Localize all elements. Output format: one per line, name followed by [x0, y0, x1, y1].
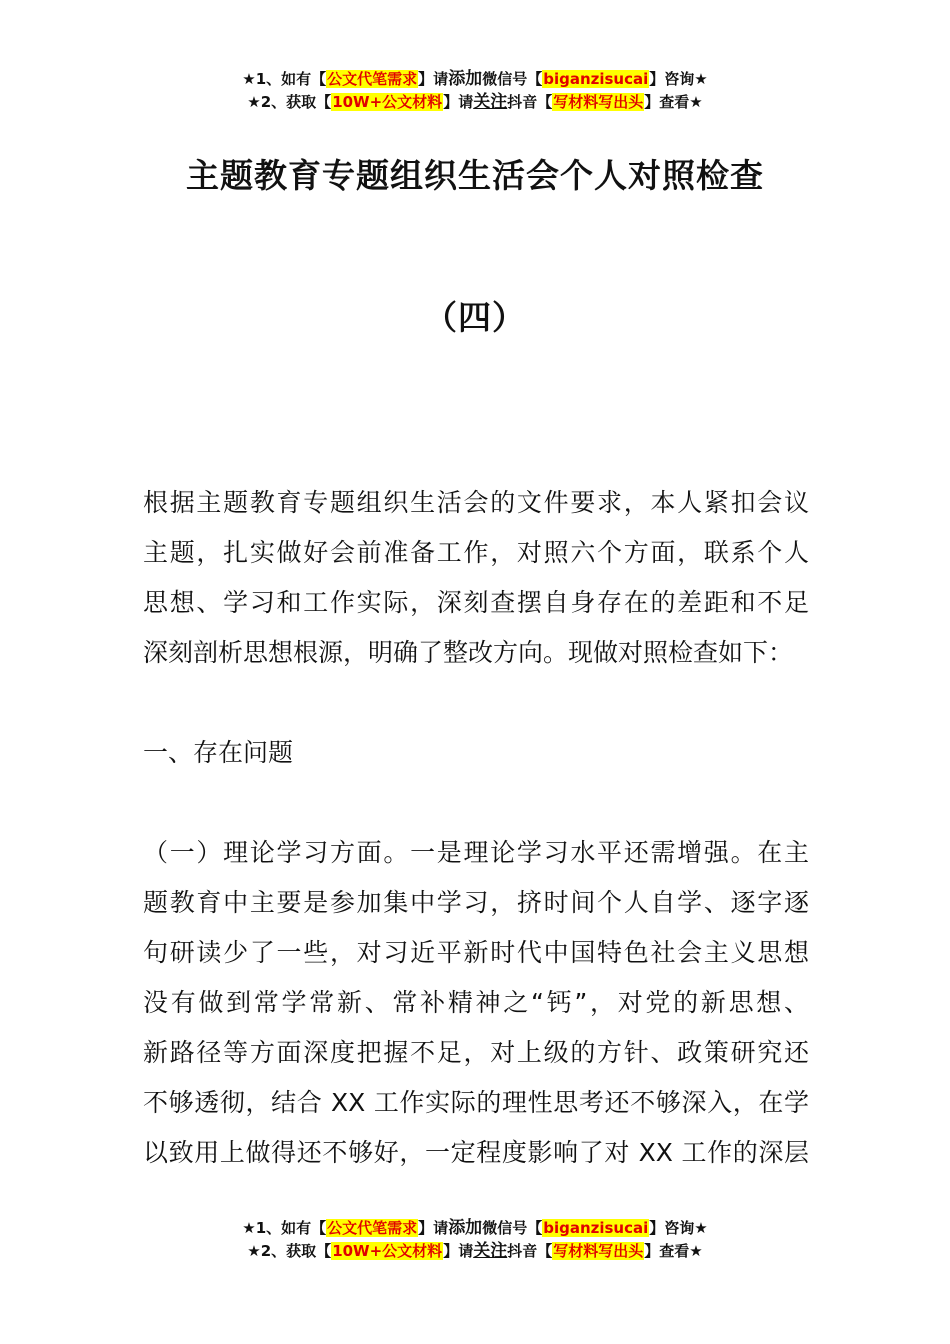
banner-douyin-id: 写材料写出头 — [553, 93, 644, 111]
banner-text: 微信号【 — [482, 70, 543, 88]
section-heading-text: 一、存在问题 — [143, 738, 294, 767]
banner-text: 】请 — [418, 1219, 449, 1237]
header-banner — [0, 68, 950, 114]
banner-emphasis: 关注 — [473, 1241, 508, 1261]
intro-paragraph — [143, 478, 809, 678]
theory-study-paragraph — [143, 828, 809, 1178]
banner-line-1 — [0, 1217, 950, 1240]
text-line: 主题，扎实做好会前准备工作，对照六个方面，联系个人 — [143, 538, 809, 567]
text-line: 以致用上做得还不够好，一定程度影响了对 XX 工作的深层 — [143, 1138, 809, 1167]
section-heading — [143, 728, 809, 778]
page-title: 主题教育专题组织生活会个人对照检查 — [186, 156, 764, 195]
banner-text: 】咨询★ — [649, 70, 708, 88]
banner-emphasis: 添加 — [448, 69, 483, 89]
banner-highlight: 10W+公文材料 — [332, 93, 443, 111]
banner-text: ★1、如有【 — [242, 70, 327, 88]
text-line: 没有做到常学常新、常补精神之“钙”，对党的新思想、 — [143, 988, 809, 1017]
banner-text: 抖音【 — [507, 1242, 553, 1260]
banner-line-1 — [0, 68, 950, 91]
banner-text: 抖音【 — [507, 93, 553, 111]
footer-banner — [0, 1217, 950, 1263]
banner-wechat-id: biganzisucai — [543, 70, 649, 88]
text-line: （一）理论学习方面。一是理论学习水平还需增强。在主 — [143, 838, 809, 867]
banner-text: 】查看★ — [644, 93, 703, 111]
banner-text: ★1、如有【 — [242, 1219, 327, 1237]
text-line: 根据主题教育专题组织生活会的文件要求，本人紧扣会议 — [143, 488, 809, 517]
banner-wechat-id: biganzisucai — [543, 1219, 649, 1237]
page-subtitle: （四） — [424, 298, 526, 337]
banner-line-2 — [0, 1240, 950, 1263]
text-line: 思想、学习和工作实际，深刻查摆自身存在的差距和不足 — [143, 588, 809, 617]
banner-emphasis: 关注 — [473, 92, 508, 112]
text-line: 不够透彻，结合 XX 工作实际的理性思考还不够深入，在学 — [143, 1088, 809, 1117]
banner-text: 】查看★ — [644, 1242, 703, 1260]
banner-douyin-id: 写材料写出头 — [553, 1242, 644, 1260]
text-line: 句研读少了一些，对习近平新时代中国特色社会主义思想 — [143, 938, 809, 967]
banner-text: 】咨询★ — [649, 1219, 708, 1237]
banner-text: ★2、获取【 — [247, 93, 332, 111]
banner-text: 】请 — [418, 70, 449, 88]
banner-highlight: 公文代笔需求 — [327, 1219, 418, 1237]
text-line: 新路径等方面深度把握不足，对上级的方针、政策研究还 — [143, 1038, 809, 1067]
banner-text: 微信号【 — [482, 1219, 543, 1237]
text-line: 深刻剖析思想根源，明确了整改方向。现做对照检查如下： — [143, 638, 794, 667]
banner-line-2 — [0, 91, 950, 114]
banner-highlight: 公文代笔需求 — [327, 70, 418, 88]
banner-text: 】请 — [443, 93, 474, 111]
banner-emphasis: 添加 — [448, 1218, 483, 1238]
text-line: 题教育中主要是参加集中学习，挤时间个人自学、逐字逐 — [143, 888, 809, 917]
banner-highlight: 10W+公文材料 — [332, 1242, 443, 1260]
banner-text: ★2、获取【 — [247, 1242, 332, 1260]
banner-text: 】请 — [443, 1242, 474, 1260]
